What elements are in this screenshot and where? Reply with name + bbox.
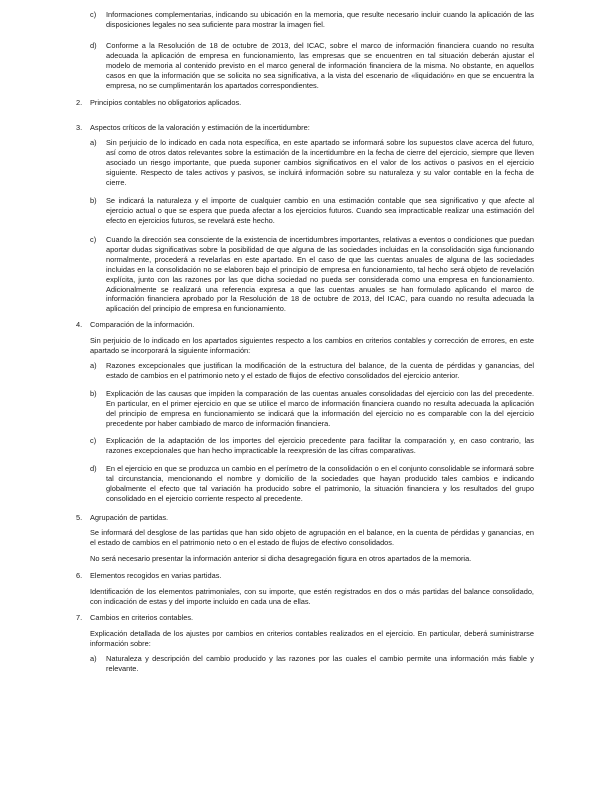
- paragraph-text: Principios contables no obligatorios aplicados.: [90, 98, 242, 107]
- lettered-item: [90, 196, 534, 226]
- lettered-item: [90, 464, 534, 504]
- lettered-item: [90, 654, 534, 674]
- body-paragraph: [90, 629, 534, 649]
- list-marker: 6.: [76, 571, 83, 580]
- paragraph-text: Sin perjuicio de lo indicado en los apartados siguientes respecto a los cambios en criterios contables y corrección de errores, en este apartado se incorporará la siguiente información:: [90, 336, 534, 355]
- list-marker: 4.: [76, 320, 83, 329]
- paragraph-text: Identificación de los elementos patrimoniales, con su importe, que estén registrados en dos o más partidas del balance consolidado, con indicación de estas y del importe incluido en cada una de ellas.: [90, 587, 534, 606]
- list-marker: 7.: [76, 613, 83, 622]
- paragraph-text: Cuando la dirección sea consciente de la existencia de incertidumbres importantes, relativas a eventos o condiciones que puedan aportar dudas significativas sobre la posibilidad de que alguna de las sociedades incluidas en la consolidación siga funcionando normalmente, procederá a revelarlas en este apartado. En el caso de que las cuentas anuales de alguna de las sociedades incluidas en la consolidación no se elaboren bajo el principio de empresa en funcionamiento, tal hecho será objeto de revelación explícita, junto con las razones por las que dicha sociedad no pueda ser considerada como una empresa en funcionamiento. Adicionalmente se realizará una referencia expresa a que las cuentas anuales se han formulado aplicando el marco de información financiera aprobado por la Resolución de 18 de octubre de 2013, del ICAC, para cuando no resulta adecuada la aplicación del principio de empresa en funcionamiento.: [106, 235, 534, 314]
- numbered-heading: [76, 513, 534, 523]
- list-marker: c): [90, 10, 97, 19]
- list-marker: a): [90, 138, 97, 147]
- paragraph-text: Se informará del desglose de las partidas que han sido objeto de agrupación en el balance, en la cuenta de pérdidas y ganancias, en el estado de cambios en el patrimonio neto o en el estado de flujos de efectivo consolidados.: [90, 528, 534, 547]
- numbered-heading: [76, 613, 534, 623]
- numbered-heading: [76, 123, 534, 133]
- list-marker: 3.: [76, 123, 83, 132]
- paragraph-text: No será necesario presentar la información anterior si dicha desagregación figura en otros apartados de la memoria.: [90, 554, 472, 563]
- paragraph-text: Cambios en criterios contables.: [90, 613, 194, 622]
- list-marker: d): [90, 464, 97, 473]
- lettered-item: [90, 361, 534, 381]
- body-paragraph: [90, 554, 534, 564]
- paragraph-text: Explicación detallada de los ajustes por cambios en criterios contables realizados en el ejercicio. En particular, deberá suministrarse información sobre:: [90, 629, 534, 648]
- numbered-heading: [76, 98, 534, 108]
- list-marker: 2.: [76, 98, 83, 107]
- body-paragraph: [90, 587, 534, 607]
- lettered-item: [90, 436, 534, 456]
- paragraph-text: Razones excepcionales que justifican la modificación de la estructura del balance, de la cuenta de pérdidas y ganancias, del estado de cambios en el patrimonio neto y el estado de flujos de efectivo consolidados del ejercicio anterior.: [106, 361, 534, 380]
- list-marker: b): [90, 389, 97, 398]
- numbered-heading: [76, 571, 534, 581]
- paragraph-text: Se indicará la naturaleza y el importe de cualquier cambio en una estimación contable que sea significativo y que afecte al ejercicio actual o que se espera que pueda afectar a los ejercicios futuros. Cuando sea impracticable realizar una estimación del efecto en ejercicios futuros, se revelará este hecho.: [106, 196, 534, 225]
- list-marker: a): [90, 654, 97, 663]
- lettered-item: [90, 138, 534, 188]
- paragraph-text: Sin perjuicio de lo indicado en cada nota específica, en este apartado se informará sobre los supuestos clave acerca del futuro, así como de otros datos relevantes sobre la estimación de la incertidumbre en la fecha de cierre del ejercicio, siempre que lleven asociado un riesgo importante, que pueda suponer cambios significativos en el valor de los activos o pasivos en el ejercicio siguiente. Respecto de tales activos y pasivos, se incluirá información sobre su naturaleza y su valor contable en la fecha de cierre.: [106, 138, 534, 187]
- list-marker: c): [90, 235, 97, 244]
- paragraph-text: Aspectos críticos de la valoración y estimación de la incertidumbre:: [90, 123, 310, 132]
- paragraph-text: Informaciones complementarias, indicando su ubicación en la memoria, que resulte necesario incluir cuando la aplicación de las disposiciones legales no sea suficiente para mostrar la imagen fiel.: [106, 10, 534, 29]
- paragraph-text: Conforme a la Resolución de 18 de octubre de 2013, del ICAC, sobre el marco de información financiera cuando no resulta adecuada la aplicación de empresa en funcionamiento, las empresas que se encuentren en tal situación deberán ajustar el modelo de memoria al contenido previsto en el marco general de información financiera de la misma. No obstante, en aquellos casos en que la información que se solicita no sea significativa, a la vista del escenario de «liquidación» en que se encuentra la empresa, no se cumplimentarán los apartados correspondientes.: [106, 41, 534, 90]
- lettered-item: [90, 41, 534, 91]
- numbered-heading: [76, 320, 534, 330]
- body-paragraph: [90, 336, 534, 356]
- paragraph-text: Comparación de la información.: [90, 320, 195, 329]
- list-marker: b): [90, 196, 97, 205]
- list-marker: d): [90, 41, 97, 50]
- paragraph-text: Agrupación de partidas.: [90, 513, 169, 522]
- lettered-item: [90, 235, 534, 314]
- lettered-item: [90, 389, 534, 429]
- body-paragraph: [90, 528, 534, 548]
- lettered-item: [90, 10, 534, 30]
- list-marker: 5.: [76, 513, 83, 522]
- paragraph-text: Naturaleza y descripción del cambio producido y las razones por las cuales el cambio permite una información más fiable y relevante.: [106, 654, 534, 673]
- list-marker: c): [90, 436, 97, 445]
- paragraph-text: Elementos recogidos en varias partidas.: [90, 571, 222, 580]
- paragraph-text: Explicación de las causas que impiden la comparación de las cuentas anuales consolidadas del ejercicio con las del precedente. En particular, en el primer ejercicio en que se utilice el marco de información financiera cuando no resulta adecuada la aplicación del principio de empresa en funcionamiento se indicará que la información del ejercicio no es comparable con la del ejercicio precedente por haber cambiado de marco de información financiera.: [106, 389, 534, 428]
- paragraph-text: Explicación de la adaptación de los importes del ejercicio precedente para facilitar la comparación y, en caso contrario, las razones excepcionales que han hecho impracticable la reexpresión de las cifras comparativas.: [106, 436, 534, 455]
- paragraph-text: En el ejercicio en que se produzca un cambio en el perímetro de la consolidación o en el conjunto consolidable se informará sobre tal circunstancia, mencionando el nombre y domicilio de la sociedades que hayan producido tales cambios e indicando globalmente el efecto que tal variación ha producido sobre el patrimonio, la situación financiera y los resultados del grupo consolidado en el ejercicio corriente respecto al precedente.: [106, 464, 534, 503]
- list-marker: a): [90, 361, 97, 370]
